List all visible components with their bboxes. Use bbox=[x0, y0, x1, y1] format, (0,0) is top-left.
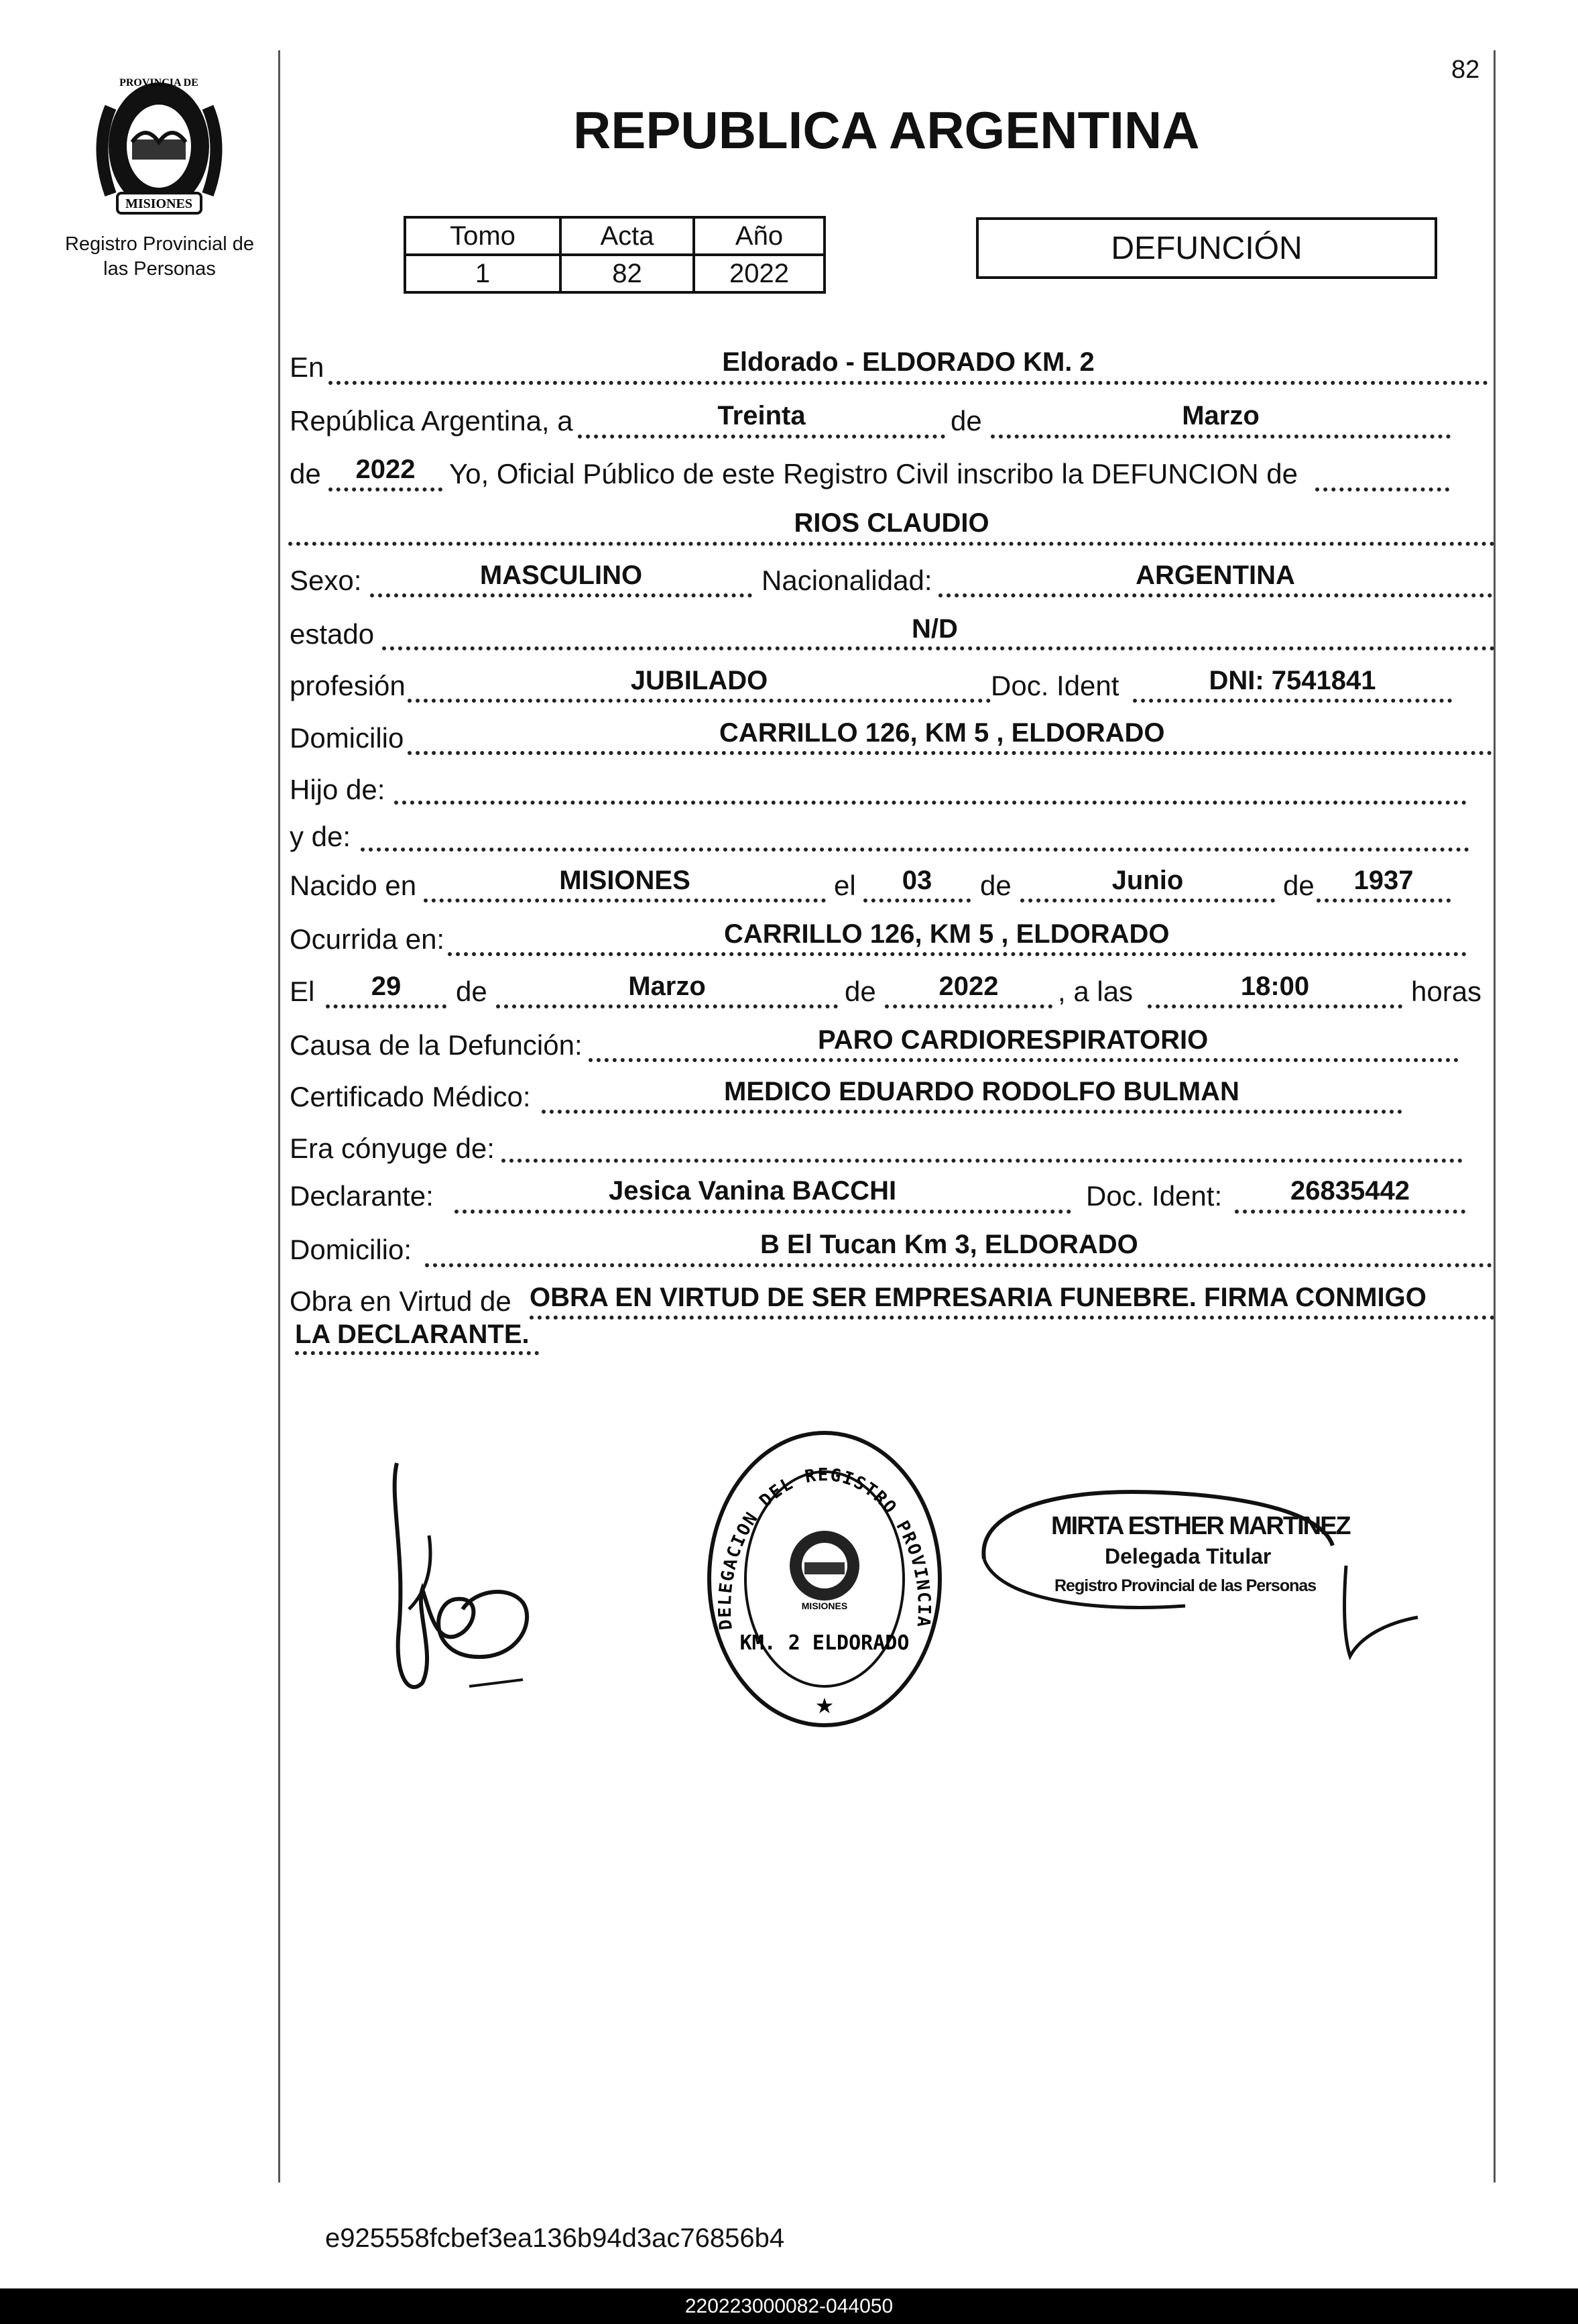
nacionalidad-label: Nacionalidad: bbox=[762, 565, 932, 596]
de-label-2: de bbox=[290, 458, 321, 489]
ocurrida-label: Ocurrida en: bbox=[290, 923, 445, 955]
hijo-label: Hijo de: bbox=[290, 774, 385, 805]
record-table bbox=[404, 216, 826, 294]
obra-label: Obra en Virtud de bbox=[290, 1285, 511, 1317]
page-number: 82 bbox=[1451, 56, 1480, 84]
ocurrida-dots bbox=[448, 952, 1467, 956]
official-office: Registro Provincial de las Personas bbox=[1054, 1576, 1317, 1595]
conyuge-dots bbox=[501, 1159, 1463, 1163]
death-month-value: Marzo bbox=[628, 972, 706, 1001]
emblem-bottom-text: MISIONES bbox=[125, 196, 193, 211]
birth-month-dots bbox=[1020, 898, 1275, 903]
profesion-dots bbox=[408, 699, 991, 703]
birth-year-dots bbox=[1317, 898, 1451, 903]
doc-ident2-dots bbox=[1235, 1210, 1465, 1214]
place-value: Eldorado - ELDORADO KM. 2 bbox=[722, 347, 1095, 377]
profesion-value: JUBILADO bbox=[630, 666, 768, 695]
value-tomo: 1 bbox=[405, 255, 560, 292]
horas-label: horas bbox=[1411, 976, 1482, 1007]
obra-line1: OBRA EN VIRTUD DE SER EMPRESARIA FUNEBRE. FIRMA CONMIGO bbox=[530, 1283, 1427, 1312]
death-day-dots bbox=[326, 1004, 446, 1008]
birth-year-value: 1937 bbox=[1353, 866, 1414, 895]
value-acta: 82 bbox=[560, 255, 694, 292]
causa-dots bbox=[589, 1058, 1459, 1062]
province-emblem bbox=[84, 67, 235, 218]
header-tomo: Tomo bbox=[405, 217, 560, 255]
en-label: En bbox=[290, 351, 324, 383]
day-words-dots bbox=[578, 434, 945, 439]
domicilio2-value: B El Tucan Km 3, ELDORADO bbox=[760, 1230, 1138, 1259]
official-stamp bbox=[971, 1478, 1359, 1619]
doc-ident-dots bbox=[1133, 699, 1452, 703]
birth-day-dots bbox=[863, 898, 971, 903]
month-dots bbox=[991, 434, 1451, 439]
month-value: Marzo bbox=[1182, 401, 1260, 430]
year-value: 2022 bbox=[355, 455, 416, 484]
day-words-value: Treinta bbox=[717, 401, 806, 430]
certificado-value: MEDICO EDUARDO RODOLFO BULMAN bbox=[724, 1077, 1239, 1106]
nacido-label: Nacido en bbox=[290, 870, 417, 901]
death-day-value: 29 bbox=[371, 972, 402, 1001]
registry-oval-stamp bbox=[704, 1428, 945, 1730]
document-hash: e925558fcbef3ea136b94d3ac76856b4 bbox=[325, 2223, 785, 2253]
record-type-box bbox=[976, 217, 1437, 279]
deceased-name: RIOS CLAUDIO bbox=[794, 508, 989, 538]
sexo-value: MASCULINO bbox=[479, 561, 643, 590]
obra-line2-dots bbox=[295, 1351, 539, 1355]
el2-label: El bbox=[290, 976, 315, 1007]
registry-name-line2: las Personas bbox=[103, 258, 216, 280]
hijo-dots bbox=[394, 801, 1467, 805]
doc-ident-value: DNI: 7541841 bbox=[1209, 666, 1376, 695]
stamp-star-icon: ★ bbox=[814, 1694, 835, 1718]
right-margin-line bbox=[1494, 50, 1496, 2183]
birth-de1-label: de bbox=[980, 870, 1012, 901]
footer-strip bbox=[0, 2288, 1578, 2324]
doc-ident2-label: Doc. Ident: bbox=[1086, 1180, 1223, 1212]
page-title: REPUBLICA ARGENTINA bbox=[573, 101, 1200, 160]
y-de-label: y de: bbox=[290, 821, 351, 852]
declarante-dots bbox=[454, 1210, 1071, 1214]
stamp-seal-text: MISIONES bbox=[801, 1601, 848, 1611]
certificado-label: Certificado Médico: bbox=[290, 1081, 531, 1112]
obra-line1-dots bbox=[530, 1316, 1495, 1320]
doc-ident-label: Doc. Ident bbox=[991, 670, 1119, 701]
nacido-lugar-value: MISIONES bbox=[559, 866, 690, 895]
inscribo-dots bbox=[1315, 487, 1449, 491]
death-de1-label: de bbox=[456, 976, 487, 1007]
death-time-dots bbox=[1148, 1004, 1402, 1008]
official-signature bbox=[1341, 1562, 1421, 1663]
registry-name-line1: Registro Provincial de bbox=[64, 233, 255, 255]
footer-code: 220223000082-044050 bbox=[684, 2294, 894, 2317]
left-margin-line bbox=[278, 50, 280, 2183]
conyuge-label: Era cónyuge de: bbox=[290, 1132, 495, 1164]
inscribo-text: Yo, Oficial Público de este Registro Civil inscribo la DEFUNCION de bbox=[449, 458, 1298, 489]
birth-month-value: Junio bbox=[1111, 866, 1184, 895]
causa-value: PARO CARDIORESPIRATORIO bbox=[818, 1025, 1209, 1055]
nacionalidad-dots bbox=[938, 593, 1492, 597]
year-dots bbox=[328, 487, 442, 491]
death-time-value: 18:00 bbox=[1240, 972, 1310, 1001]
declarant-signature bbox=[382, 1455, 556, 1703]
official-name: MIRTA ESTHER MARTINEZ bbox=[1051, 1512, 1350, 1540]
ocurrida-value: CARRILLO 126, KM 5 , ELDORADO bbox=[724, 919, 1170, 949]
record-type: DEFUNCIÓN bbox=[1111, 230, 1302, 266]
deceased-dots bbox=[288, 542, 1495, 546]
certificado-dots bbox=[542, 1110, 1402, 1114]
birth-day-value: 03 bbox=[902, 866, 932, 895]
domicilio-dots bbox=[408, 751, 1492, 755]
sexo-dots bbox=[370, 593, 752, 597]
nacionalidad-value: ARGENTINA bbox=[1136, 561, 1295, 590]
estado-label: estado bbox=[290, 618, 375, 650]
birth-de2-label: de bbox=[1283, 870, 1315, 901]
causa-label: Causa de la Defunción: bbox=[290, 1029, 583, 1061]
doc-ident2-value: 26835442 bbox=[1290, 1176, 1410, 1206]
place-dots bbox=[328, 381, 1488, 385]
estado-dots bbox=[382, 646, 1495, 650]
death-month-dots bbox=[496, 1004, 838, 1008]
sexo-label: Sexo: bbox=[290, 565, 362, 596]
death-year-value: 2022 bbox=[938, 972, 999, 1001]
alas-label: , a las bbox=[1058, 976, 1134, 1007]
domicilio2-label: Domicilio: bbox=[290, 1234, 412, 1265]
stamp-inner-text: KM. 2 ELDORADO bbox=[739, 1631, 910, 1655]
value-ano: 2022 bbox=[694, 255, 825, 292]
declarante-value: Jesica Vanina BACCHI bbox=[609, 1176, 897, 1206]
profesion-label: profesión bbox=[290, 670, 406, 701]
death-year-dots bbox=[885, 1004, 1052, 1008]
emblem-top-text: PROVINCIA DE bbox=[119, 77, 198, 89]
death-de2-label: de bbox=[845, 976, 876, 1007]
stamp-ring-text: DELEGACION DEL REGISTRO PROVINCIA bbox=[715, 1464, 934, 1631]
el-label: el bbox=[834, 870, 856, 901]
obra-line2: LA DECLARANTE. bbox=[295, 1320, 530, 1349]
header-ano: Año bbox=[694, 217, 825, 255]
de-label-1: de bbox=[951, 405, 982, 437]
header-acta: Acta bbox=[560, 217, 694, 255]
domicilio-label: Domicilio bbox=[290, 722, 404, 754]
declarante-label: Declarante: bbox=[290, 1180, 434, 1212]
y-de-dots bbox=[361, 848, 1469, 852]
official-role: Delegada Titular bbox=[1105, 1544, 1272, 1568]
nacido-lugar-dots bbox=[424, 898, 826, 903]
domicilio2-dots bbox=[425, 1263, 1492, 1267]
estado-value: N/D bbox=[912, 614, 958, 644]
republica-label: República Argentina, a bbox=[290, 405, 573, 437]
domicilio-value: CARRILLO 126, KM 5 , ELDORADO bbox=[719, 718, 1165, 748]
